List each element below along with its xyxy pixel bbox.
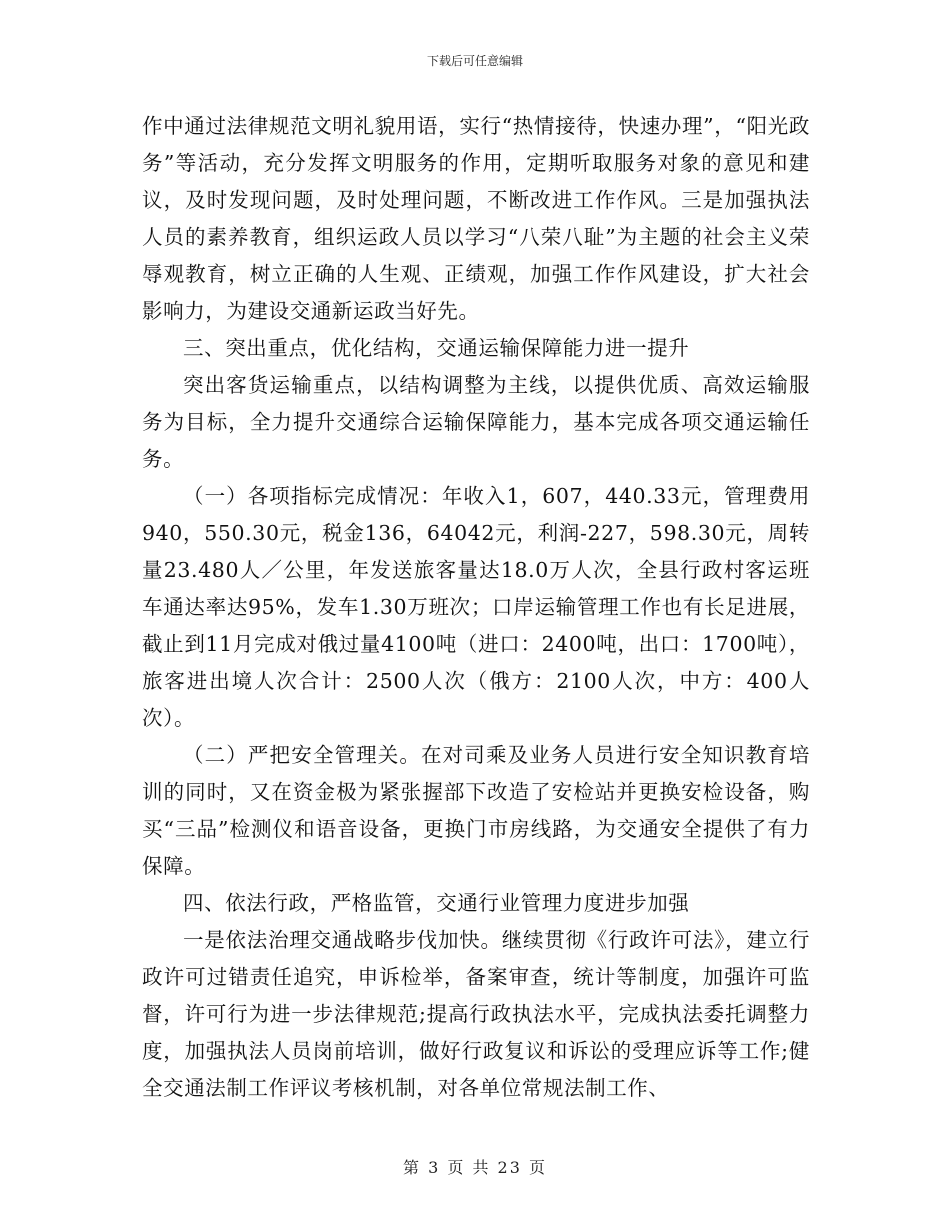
paragraph-transport-overview: 突出客货运输重点，以结构调整为主线，以提供优质、高效运输服务为目标，全力提升交通综合运输保障能力，基本完成各项交通运输任务。 bbox=[142, 373, 810, 471]
paragraph-indicators: （一）各项指标完成情况：年收入1，607，440.33元，管理费用940，550.30元，税金136，64042元，利润-227，598.30元，周转量23.480人／公里，年发送旅客量达18.0万人次，全县行政村客运班车通达率达95%，发车1.30万班次；口岸运输管理工作也有长足进展，截止到11月完成对俄过量4100吨（进口：2400吨，出口：1700吨），旅客进出境人次合计：2500人次（俄方：2100人次，中方：400人次）。 bbox=[142, 484, 810, 730]
page-footer: 第 3 页 共 23 页 bbox=[403, 1158, 547, 1177]
paragraph-continuation: 作中通过法律规范文明礼貌用语，实行“热情接待，快速办理”，“阳光政务”等活动，充分发挥文明服务的作用，定期听取服务对象的意见和建议，及时发现问题，及时处理问题，不断改进工作作风。三是加强执法人员的素养教育，组织运政人员以学习“八荣八耻”为主题的社会主义荣辱观教育，树立正确的人生观、正绩观，加强工作作风建设，扩大社会影响力，为建设交通新运政当好先。 bbox=[142, 114, 810, 323]
paragraph-legal-administration: 一是依法治理交通战略步伐加快。继续贯彻《行政许可法》，建立行政许可过错责任追究，申诉检举，备案审查，统计等制度，加强许可监督，许可行为进一步法律规范;提高行政执法水平，完成执法委托调整力度，加强执法人员岗前培训，做好行政复议和诉讼的受理应诉等工作;健全交通法制工作评议考核机制，对各单位常规法制工作、 bbox=[142, 928, 810, 1100]
section-heading-4: 四、依法行政，严格监管，交通行业管理力度进步加强 bbox=[183, 891, 690, 915]
paragraph-safety: （二）严把安全管理关。在对司乘及业务人员进行安全知识教育培训的同时，又在资金极为紧张握部下改造了安检站并更换安检设备，购买“三品”检测仪和语音设备，更换门市房线路，为交通安全提供了有力保障。 bbox=[142, 743, 810, 878]
section-heading-3: 三、突出重点，优化结构，交通运输保障能力进一提升 bbox=[183, 336, 690, 360]
page-header: 下载后可任意编辑 bbox=[426, 54, 523, 68]
document-body bbox=[142, 108, 810, 1107]
